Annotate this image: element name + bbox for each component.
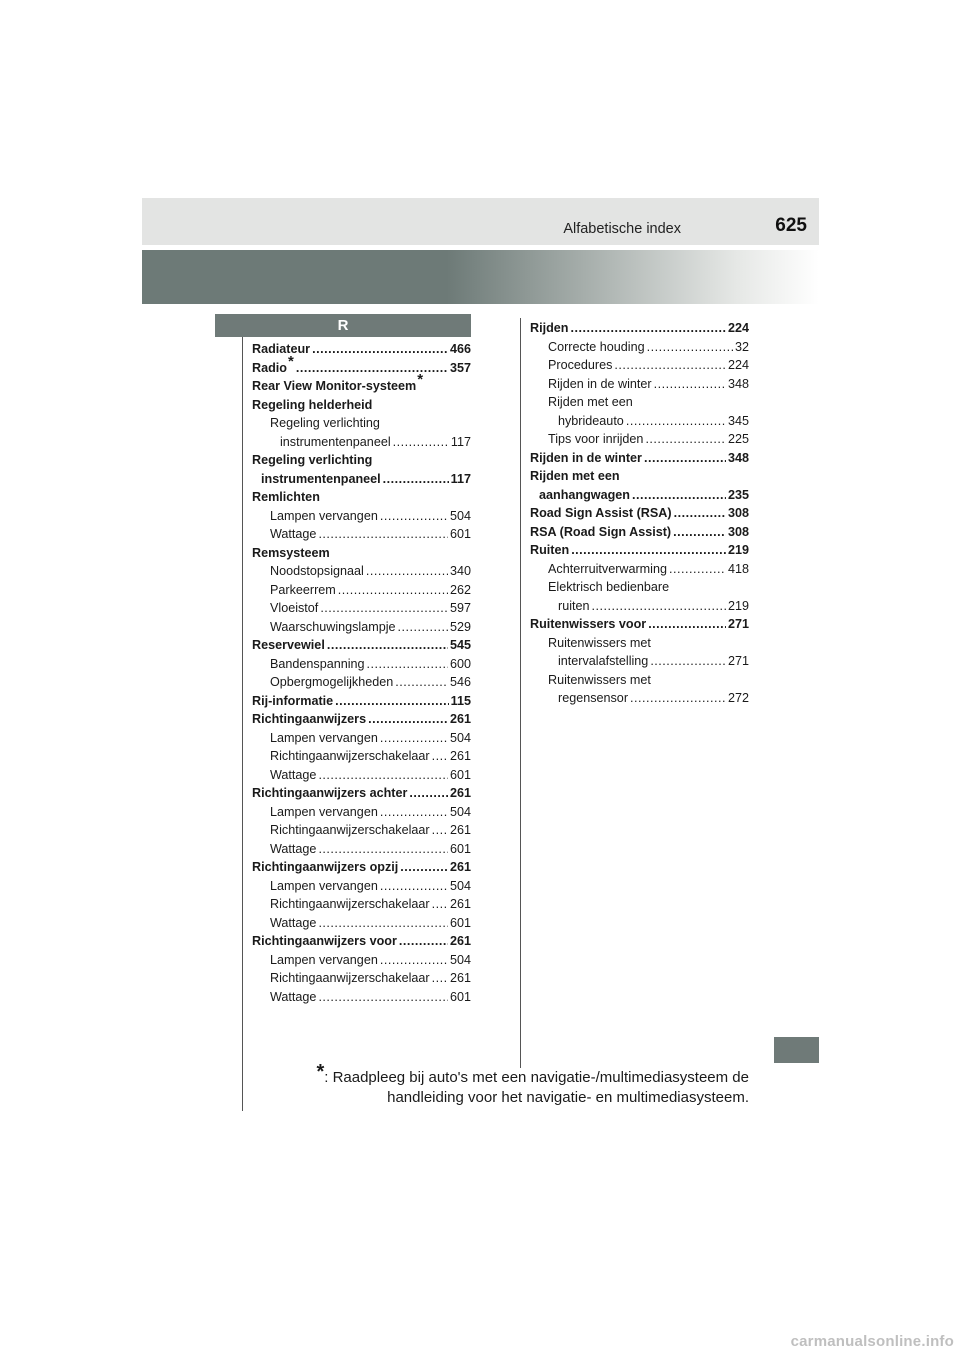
index-entry bbox=[252, 932, 471, 951]
index-entry bbox=[530, 356, 749, 375]
index-entry-label: Radiateur bbox=[252, 342, 311, 356]
index-entry-label: Regeling verlichting bbox=[270, 416, 380, 430]
index-entry bbox=[252, 414, 471, 433]
index-entry-page: 504 bbox=[449, 730, 471, 745]
index-entry-label: Richtingaanwijzerschakelaar bbox=[270, 897, 430, 911]
footnote-line-2: handleiding voor het navigatie- en multimediasysteem. bbox=[387, 1089, 749, 1106]
index-entry-page: 601 bbox=[449, 989, 471, 1004]
index-entry-label: Regeling helderheid bbox=[252, 397, 373, 412]
index-entry-label: Radio bbox=[252, 360, 287, 375]
index-entry-page: 117 bbox=[450, 434, 471, 449]
index-entry-label: Richtingaanwijzerschakelaar bbox=[270, 749, 430, 763]
index-entry-label: Rijden bbox=[530, 321, 569, 335]
leader-dots bbox=[644, 449, 726, 468]
leader-dots bbox=[626, 412, 726, 431]
index-entry bbox=[252, 562, 471, 581]
index-entry-label: intervalafstelling bbox=[558, 654, 649, 668]
index-entry-label: Rijden in de winter bbox=[530, 450, 642, 465]
index-entry-label: Rijden in de winter bbox=[548, 376, 652, 391]
decorative-band bbox=[142, 250, 819, 304]
index-entry bbox=[252, 488, 471, 507]
index-entry bbox=[252, 803, 471, 822]
index-entry bbox=[530, 338, 749, 357]
index-entry-page: 271 bbox=[727, 654, 749, 668]
index-entry bbox=[530, 578, 749, 597]
footnote-reference: * bbox=[417, 371, 424, 388]
index-entry bbox=[530, 615, 749, 634]
index-entry-label: Wattage bbox=[270, 989, 317, 1004]
index-entry-label: Opbergmogelijkheden bbox=[270, 675, 394, 689]
leader-dots bbox=[592, 597, 726, 616]
leader-dots bbox=[312, 340, 448, 359]
index-entry-label: RSA (Road Sign Assist) bbox=[530, 524, 672, 539]
index-entry-label: Wattage bbox=[270, 527, 317, 541]
index-entry bbox=[530, 523, 749, 542]
index-entry-label: Lampen vervangen bbox=[270, 508, 378, 523]
index-entry-page: 261 bbox=[449, 749, 471, 763]
index-entry-page: 271 bbox=[727, 617, 749, 631]
index-entry-label: Ruitenwissers met bbox=[548, 672, 651, 687]
index-entry bbox=[530, 375, 749, 394]
index-entry bbox=[530, 689, 749, 708]
index-entry bbox=[252, 747, 471, 766]
index-entry-page: 261 bbox=[449, 712, 471, 726]
index-entry-page: 115 bbox=[450, 693, 471, 708]
index-entry-label: Rear View Monitor-systeem bbox=[252, 379, 417, 393]
index-entry bbox=[252, 766, 471, 785]
index-entry-page: 597 bbox=[449, 601, 471, 615]
index-entry bbox=[252, 396, 471, 415]
index-entry-page: 348 bbox=[727, 376, 749, 391]
index-entry bbox=[252, 470, 471, 489]
index-entry-label: regensensor bbox=[558, 691, 629, 705]
index-entry bbox=[530, 412, 749, 431]
leader-dots bbox=[399, 932, 448, 951]
index-entry-page: 261 bbox=[449, 786, 471, 800]
index-entry-label: Bandenspanning bbox=[270, 656, 365, 671]
index-entry bbox=[530, 634, 749, 653]
index-entry-label: aanhangwagen bbox=[539, 487, 630, 502]
index-entry-page: 601 bbox=[449, 915, 471, 930]
leader-dots bbox=[393, 433, 449, 452]
leader-dots bbox=[432, 969, 448, 988]
index-entry-label: Richtingaanwijzers bbox=[252, 712, 367, 726]
index-entry-page: 601 bbox=[449, 527, 471, 541]
footnote-marker: * bbox=[316, 1061, 325, 1083]
leader-dots bbox=[338, 581, 448, 600]
index-entry-label: Ruitenwissers met bbox=[548, 635, 651, 650]
index-entry-label: Road Sign Assist (RSA) bbox=[530, 506, 672, 520]
index-entry bbox=[252, 636, 471, 655]
leader-dots bbox=[296, 359, 448, 378]
index-entry-page: 348 bbox=[727, 450, 749, 465]
index-entry bbox=[530, 504, 749, 523]
index-entry-label: Remsysteem bbox=[252, 545, 330, 560]
index-entry bbox=[530, 560, 749, 579]
index-entry-label: Wattage bbox=[270, 915, 317, 930]
index-entry bbox=[530, 467, 749, 486]
leader-dots bbox=[673, 523, 726, 542]
leader-dots bbox=[432, 821, 448, 840]
index-entry-page: 219 bbox=[727, 598, 749, 613]
index-entry-label: instrumentenpaneel bbox=[261, 471, 381, 486]
leader-dots bbox=[395, 673, 448, 692]
index-entry-page: 225 bbox=[727, 432, 749, 446]
index-entry-label: Lampen vervangen bbox=[270, 878, 378, 893]
center-divider bbox=[520, 318, 521, 1068]
index-entry bbox=[252, 895, 471, 914]
index-entry-label: Tips voor inrijden bbox=[548, 432, 644, 446]
index-entry-page: 117 bbox=[450, 471, 471, 486]
leader-dots bbox=[647, 338, 733, 357]
index-entry-page: 504 bbox=[449, 508, 471, 523]
leader-dots bbox=[380, 507, 448, 526]
index-entry-page: 224 bbox=[727, 321, 749, 335]
index-entry-label: Richtingaanwijzers voor bbox=[252, 934, 397, 948]
footnote bbox=[305, 1061, 749, 1108]
index-entry-page: 262 bbox=[449, 582, 471, 597]
index-entry bbox=[252, 840, 471, 859]
leader-dots bbox=[570, 319, 726, 338]
index-entry-label: Lampen vervangen bbox=[270, 730, 378, 745]
index-entry-label: Parkeerrem bbox=[270, 582, 336, 597]
leader-dots bbox=[669, 560, 726, 579]
index-entry bbox=[252, 599, 471, 618]
index-entry-label: Richtingaanwijzers achter bbox=[252, 786, 408, 800]
index-entry-label: Regeling verlichting bbox=[252, 453, 373, 467]
leader-dots bbox=[380, 877, 448, 896]
index-entry-label: ruiten bbox=[558, 598, 590, 613]
index-entry bbox=[252, 352, 471, 378]
index-entry-page: 261 bbox=[449, 860, 471, 874]
index-entry-label: Richtingaanwijzers opzij bbox=[252, 860, 399, 874]
page-number: 625 bbox=[775, 215, 807, 236]
leader-dots bbox=[614, 356, 726, 375]
index-entry-page: 272 bbox=[727, 691, 749, 705]
leader-dots bbox=[645, 430, 726, 449]
index-entry bbox=[252, 821, 471, 840]
index-entry bbox=[252, 877, 471, 896]
index-entry-label: Ruitenwissers voor bbox=[530, 617, 647, 631]
leader-dots bbox=[318, 988, 448, 1007]
index-entry-page: 504 bbox=[449, 804, 471, 819]
index-entry-page: 546 bbox=[449, 675, 471, 689]
index-entry-label: Correcte houding bbox=[548, 339, 645, 354]
index-entry-page: 600 bbox=[449, 656, 471, 671]
index-entry-label: Lampen vervangen bbox=[270, 952, 378, 967]
index-entry-label: Vloeistof bbox=[270, 601, 319, 615]
index-entry-page: 345 bbox=[727, 413, 749, 428]
index-entry-label: Richtingaanwijzerschakelaar bbox=[270, 823, 430, 837]
index-entry bbox=[252, 692, 471, 711]
index-entry-page: 340 bbox=[449, 564, 471, 578]
index-entry bbox=[530, 486, 749, 505]
index-entry-page: 261 bbox=[449, 971, 471, 985]
index-entry-label: Rijden met een bbox=[548, 395, 633, 409]
index-entry bbox=[252, 729, 471, 748]
index-entry-label: Wattage bbox=[270, 767, 317, 782]
header-title: Alfabetische index bbox=[563, 221, 681, 237]
index-entry bbox=[252, 784, 471, 803]
index-entry bbox=[252, 655, 471, 674]
leader-dots bbox=[648, 615, 726, 634]
index-entry bbox=[252, 544, 471, 563]
leader-dots bbox=[318, 914, 448, 933]
index-entry bbox=[252, 951, 471, 970]
index-entry bbox=[530, 449, 749, 468]
index-entry bbox=[530, 319, 749, 338]
index-entry-page: 219 bbox=[727, 543, 749, 557]
index-entry bbox=[530, 597, 749, 616]
index-entry-label: Procedures bbox=[548, 358, 613, 372]
index-entry bbox=[530, 430, 749, 449]
index-entry bbox=[530, 652, 749, 671]
index-entry-page: 308 bbox=[727, 506, 749, 520]
index-entry bbox=[252, 710, 471, 729]
page-header bbox=[142, 198, 819, 245]
leader-dots bbox=[318, 840, 448, 859]
leader-dots bbox=[654, 375, 726, 394]
section-letter: R bbox=[215, 314, 471, 337]
index-entry bbox=[252, 914, 471, 933]
index-entry bbox=[252, 340, 471, 359]
footnote-line-1: : Raadpleeg bij auto's met een navigatie-/multimediasysteem de bbox=[324, 1069, 749, 1086]
footnote-reference: * bbox=[287, 352, 294, 370]
index-entry bbox=[252, 858, 471, 877]
index-entry-page: 235 bbox=[727, 487, 749, 502]
index-entry-page: 418 bbox=[727, 561, 749, 576]
leader-dots bbox=[367, 655, 448, 674]
index-entry-label: hybrideauto bbox=[558, 413, 624, 428]
index-entry-page: 224 bbox=[727, 358, 749, 372]
index-entry bbox=[252, 525, 471, 544]
leader-dots bbox=[632, 486, 726, 505]
index-entry bbox=[252, 581, 471, 600]
index-entry bbox=[252, 988, 471, 1007]
index-entry-label: Lampen vervangen bbox=[270, 804, 378, 819]
leader-dots bbox=[380, 729, 448, 748]
leader-dots bbox=[398, 618, 448, 637]
leader-dots bbox=[571, 541, 726, 560]
index-entry-page: 504 bbox=[449, 952, 471, 967]
leader-dots bbox=[380, 951, 448, 970]
index-entry-label: Ruiten bbox=[530, 543, 570, 557]
index-entry bbox=[252, 451, 471, 470]
index-entry-label: Waarschuwingslampje bbox=[270, 619, 396, 634]
index-entry-label: Reservewiel bbox=[252, 638, 325, 652]
index-entry-page: 357 bbox=[449, 360, 471, 375]
watermark: carmanualsonline.info bbox=[790, 1333, 954, 1350]
leader-dots bbox=[320, 599, 448, 618]
index-entry bbox=[252, 969, 471, 988]
index-entry-label: Richtingaanwijzerschakelaar bbox=[270, 971, 430, 985]
index-entry bbox=[252, 507, 471, 526]
index-entry bbox=[252, 618, 471, 637]
index-entry-label: Wattage bbox=[270, 841, 317, 856]
index-entry-label: Rijden met een bbox=[530, 469, 620, 483]
index-entry-page: 261 bbox=[449, 934, 471, 948]
index-entry-label: instrumentenpaneel bbox=[280, 434, 391, 449]
index-entry-label: Noodstopsignaal bbox=[270, 564, 364, 578]
index-entry bbox=[252, 371, 471, 396]
leader-dots bbox=[409, 784, 448, 803]
index-entry bbox=[530, 671, 749, 690]
index-entry bbox=[252, 673, 471, 692]
leader-dots bbox=[650, 652, 726, 671]
index-entry bbox=[252, 433, 471, 452]
index-column-right bbox=[530, 319, 749, 708]
leader-dots bbox=[368, 710, 448, 729]
index-entry-label: Remlichten bbox=[252, 490, 320, 504]
index-entry-page: 32 bbox=[734, 339, 749, 354]
index-entry-page: 261 bbox=[449, 823, 471, 837]
index-entry-label: Rij-informatie bbox=[252, 693, 334, 708]
leader-dots bbox=[318, 766, 448, 785]
index-entry-page: 466 bbox=[449, 342, 471, 356]
left-divider bbox=[242, 337, 243, 1111]
leader-dots bbox=[400, 858, 448, 877]
index-entry-page: 545 bbox=[449, 638, 471, 652]
leader-dots bbox=[380, 803, 448, 822]
index-entry-label: Elektrisch bedienbare bbox=[548, 580, 670, 594]
index-entry-page: 601 bbox=[449, 841, 471, 856]
index-entry-label: Achterruitverwarming bbox=[548, 561, 667, 576]
index-entry-page: 601 bbox=[449, 767, 471, 782]
leader-dots bbox=[674, 504, 726, 523]
index-entry-page: 308 bbox=[727, 524, 749, 539]
leader-dots bbox=[335, 692, 449, 711]
leader-dots bbox=[366, 562, 448, 581]
section-side-tab bbox=[774, 1037, 819, 1063]
leader-dots bbox=[432, 747, 448, 766]
index-entry bbox=[530, 393, 749, 412]
leader-dots bbox=[432, 895, 448, 914]
leader-dots bbox=[630, 689, 726, 708]
leader-dots bbox=[383, 470, 449, 489]
leader-dots bbox=[327, 636, 448, 655]
leader-dots bbox=[318, 525, 448, 544]
index-entry-page: 261 bbox=[449, 897, 471, 911]
index-entry-page: 504 bbox=[449, 878, 471, 893]
index-column-left bbox=[252, 340, 471, 1006]
index-entry-page: 529 bbox=[449, 619, 471, 634]
index-entry bbox=[530, 541, 749, 560]
